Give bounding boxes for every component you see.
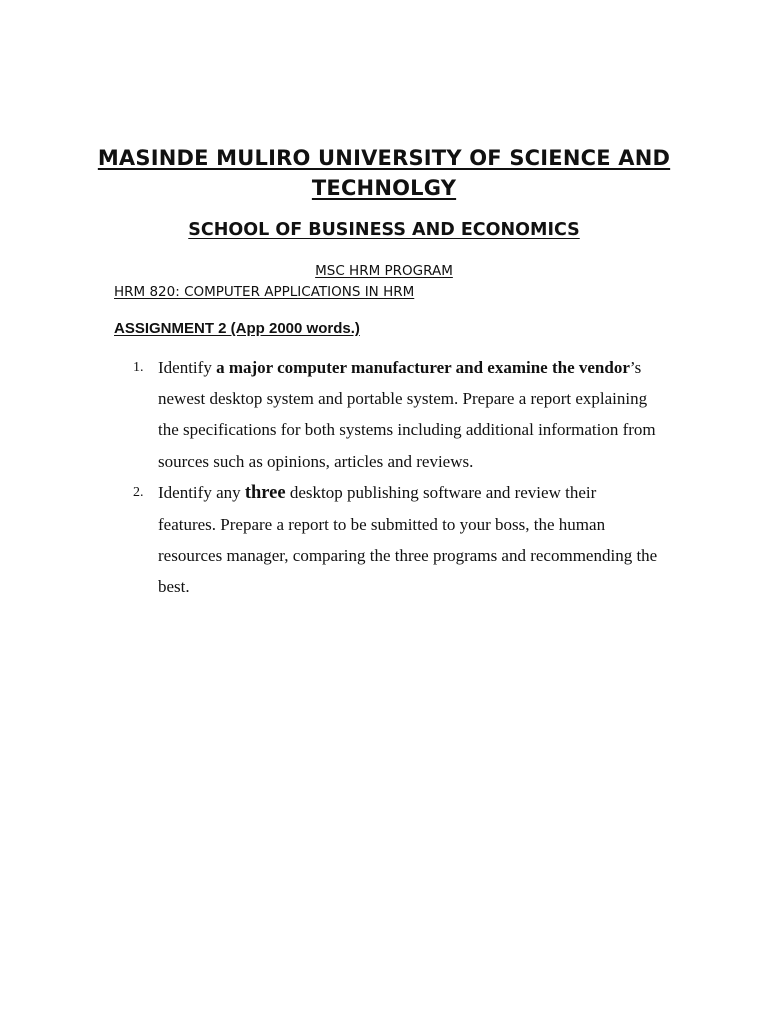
list-item-emphasis: three xyxy=(244,482,286,503)
list-item-text: ’s newest desktop system and portable system. Prepare a report explaining the specifications for both systems including additional information from sources such as opinions, articles and reviews. xyxy=(158,358,656,471)
list-item-text: desktop publishing software and review their features. Prepare a report to be submitted to your boss, the human resources manager, comparing the three programs and recommending the best. xyxy=(158,482,658,597)
list-item-intro: Identify any xyxy=(158,482,245,502)
list-item-intro: Identify xyxy=(158,358,217,377)
question-list xyxy=(0,352,768,603)
list-item-emphasis: a major computer manufacturer and examine the vendor xyxy=(216,358,630,377)
list-item-number: 2. xyxy=(133,484,144,500)
list-item xyxy=(0,477,658,603)
university-title-line1: MASINDE MULIRO UNIVERSITY OF SCIENCE AND xyxy=(97,146,671,170)
course-title: HRM 820: COMPUTER APPLICATIONS IN HRM xyxy=(114,284,415,300)
program-title: MSC HRM PROGRAM xyxy=(315,263,453,279)
university-title-line2: TECHNOLGY xyxy=(311,176,457,200)
list-item xyxy=(0,352,658,477)
list-item-number: 1. xyxy=(133,360,144,375)
university-title xyxy=(60,143,708,203)
school-title: SCHOOL OF BUSINESS AND ECONOMICS xyxy=(188,220,580,240)
assignment-title: ASSIGNMENT 2 (App 2000 words.) xyxy=(114,320,360,337)
